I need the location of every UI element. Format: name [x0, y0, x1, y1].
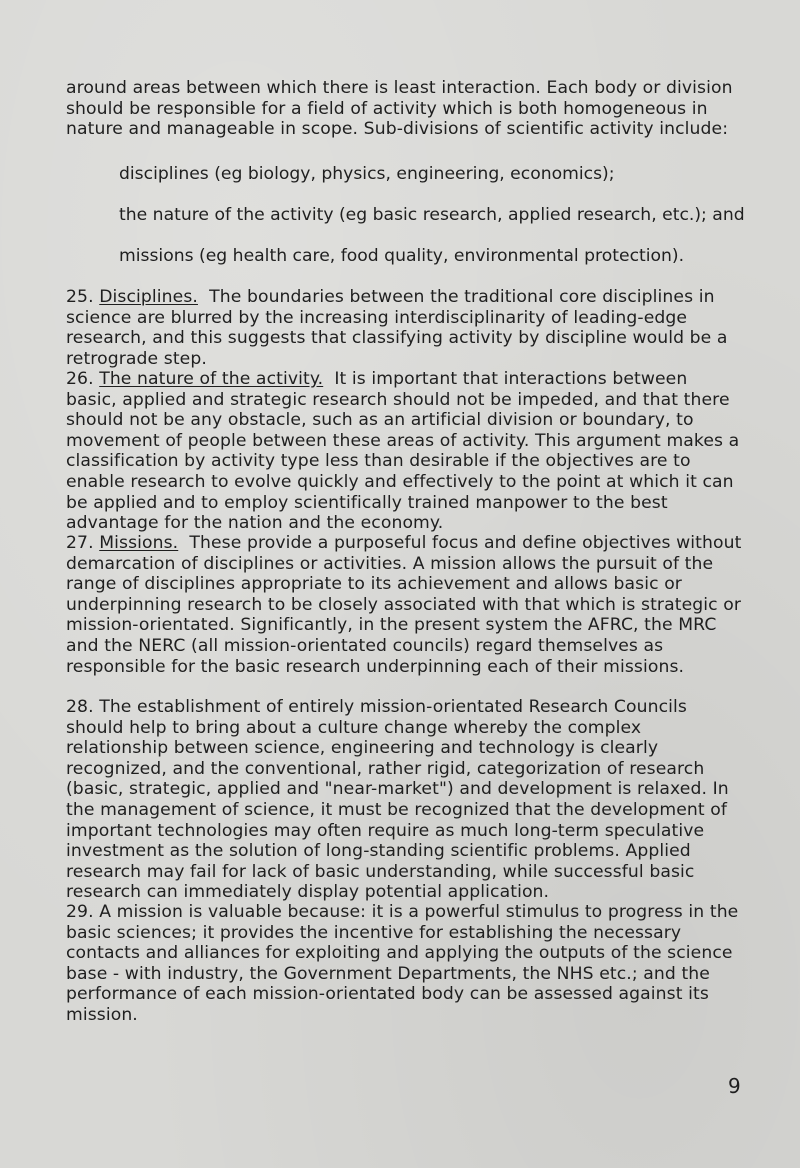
paragraph-25	[66, 287, 742, 369]
paragraph-26	[66, 369, 742, 534]
paragraph-27	[66, 533, 742, 677]
paragraph-text: The boundaries between the traditional core disciplines in science are blurred by the increasing interdisciplinarity of leading-edge research, and this suggests that classifying activity by discipline would be a retrograde step.	[66, 287, 728, 369]
paragraph-heading: Disciplines.	[99, 287, 198, 307]
paragraph-29	[66, 902, 742, 1026]
subdivision-missions: missions (eg health care, food quality, environmental protection).	[119, 246, 685, 266]
paragraph-number: 28.	[66, 697, 94, 717]
subdivision-item	[119, 246, 684, 267]
paragraph-text: These provide a purposeful focus and define objectives without demarcation of disciplines or activities. A mission allows the pursuit of the range of disciplines appropriate to its achievement and allows basic or underpinning research to be closely associated with that which is strategic or mission-orientated. Significantly, in the present system the AFRC, the MRC and the NERC (all mission-orientated councils) regard themselves as responsible for the basic research underpinning each of their missions.	[66, 533, 742, 677]
paragraph-heading: The nature of the activity.	[99, 369, 324, 389]
intro-text: around areas between which there is least interaction. Each body or division should be responsible for a field of activity which is both homogeneous in nature and manageable in scope. Sub-divisions of scientific activity include:	[66, 78, 733, 140]
paragraph-text: It is important that interactions between basic, applied and strategic research should not be impeded, and that there should not be any obstacle, such as an artificial division or boundary, to movement of people between these areas of activity. This argument makes a classification by activity type less than desirable if the objectives are to enable research to evolve quickly and effectively to the point at which it can be applied and to employ scientifically trained manpower to the best advantage for the nation and the economy.	[66, 369, 740, 534]
subdivision-activity: the nature of the activity (eg basic research, applied research, etc.); and	[119, 205, 745, 225]
subdivision-item	[119, 205, 745, 226]
page-number: 9	[728, 1074, 741, 1098]
paragraph-number: 26.	[66, 369, 94, 389]
paragraph-28	[66, 697, 742, 903]
paragraph-text: The establishment of entirely mission-orientated Research Councils should help to bring about a culture change whereby the complex relationship between science, engineering and technology is clearly recognized, and the conventional, rather rigid, categorization of research (basic, strategic, applied and "near-market") and development is relaxed. In the management of science, it must be recognized that the development of important technologies may often require as much long-term speculative investment as the solution of long-standing scientific problems. Applied research may fail for lack of basic understanding, while successful basic research can immediately display potential application.	[66, 697, 729, 903]
paragraph-heading: Missions.	[99, 533, 179, 553]
paragraph-text: A mission is valuable because: it is a powerful stimulus to progress in the basic sciences; it provides the incentive for establishing the necessary contacts and alliances for exploiting and applying the outputs of the science base - with industry, the Government Departments, the NHS etc.; and the performance of each mission-orientated body can be assessed against its mission.	[66, 902, 739, 1025]
paragraph-number: 25.	[66, 287, 94, 307]
subdivision-item	[119, 164, 615, 185]
paragraph-number: 27.	[66, 533, 94, 553]
subdivision-disciplines: disciplines (eg biology, physics, engineering, economics);	[119, 164, 615, 184]
paragraph-number: 29.	[66, 902, 94, 922]
intro-paragraph	[66, 78, 742, 140]
